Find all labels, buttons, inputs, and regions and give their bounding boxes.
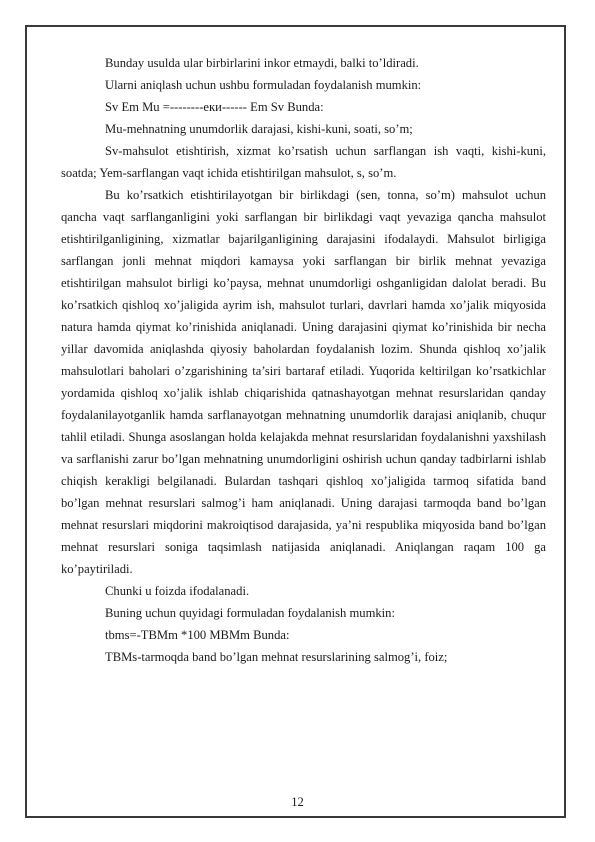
paragraph-3: Mu-mehnatning unumdorlik darajasi, kishi-kuni, soati, so’m; bbox=[105, 122, 413, 136]
paragraph-7: Buning uchun quyidagi formuladan foydalanish mumkin: bbox=[105, 606, 395, 620]
paragraph-6: Chunki u foizda ifodalanadi. bbox=[105, 584, 250, 598]
document-body bbox=[61, 52, 546, 668]
page-number: 12 bbox=[291, 795, 304, 809]
paragraph-5: Bu ko’rsatkich etishtirilayotgan bir birlikdagi (sen, tonna, so’m) mahsulot uchun qancha vaqt sarflanganligini yoki sarflangan bir birlikdagi vaqt yevaziga qancha mahsulot etishtirilganligining, xizmatlar bajarilganligining darajasini ifodalaydi. Mahsulot birligiga sarflangan jonli mehnat miqdori kamaysa yoki sarflangan bir birlik mehnat yevaziga etishtirilgan mahsulot birligi ko’paysa, mehnat unumdorligi oshganligidan dalolat beradi. Bu ko’rsatkich qishloq xo’jaligida ayrim ish, mahsulot turlari, davrlari hamda xo’jalik miqyosida natura hamda qiymat ko’rinishida aniqlanadi. Uning darajasini qiymat ko’rinishida bir necha yillar davomida aniqlashda qiyosiy baholardan foydalanish lozim. Shunda qishloq xo’jalik mahsulotlari baholari o’zgarishining ta’siri bartaraf etiladi. Yuqorida keltirilgan ko’rsatkichlar yordamida qishloq xo’jalik ishlab chiqarishida qatnashayotgan mehnat resurslaridan qanday foydalanilayotganlik hamda sarflanayotgan mehnatning unumdorlik darajasi aniqlanib, chuqur tahlil etiladi. Shunga asoslangan holda kelajakda mehnat resurslaridan foydalanishni yaxshilash va sarflanishi zarur bo’lgan mehnatning unumdorligini oshirish uchun qanday tadbirlarni ishlab chiqish kerakligi belgilanadi. Bulardan tashqari qishloq xo’jaligida tarmoq sifatida band bo’lgan mehnat resurslari salmog’i ham aniqlanadi. Uning darajasi tarmoqda band bo’lgan mehnat resurslari miqdorini makroiqtisod darajasida, ya’ni respublika miqyosida band bo’lgan mehnat resurslari soniga taqsimlash natijasida aniqlanadi. Aniqlangan raqam 100 ga ko’paytiriladi. bbox=[61, 188, 546, 576]
paragraph-4: Sv-mahsulot etishtirish, xizmat ko’rsatish uchun sarflangan ish vaqti, kishi-kuni, soatda; Yem-sarflangan vaqt ichida etishtirilgan mahsulot, s, so’m. bbox=[61, 144, 546, 180]
formula-line-2: tbms=-TBMm *100 MBMm Bunda: bbox=[105, 628, 290, 642]
paragraph-1: Bunday usulda ular birbirlarini inkor etmaydi, balki to’ldiradi. bbox=[105, 56, 419, 70]
formula-line-1: Sv Em Mu =--------еки------ Em Sv Bunda: bbox=[105, 100, 324, 114]
paragraph-2: Ularni aniqlash uchun ushbu formuladan foydalanish mumkin: bbox=[105, 78, 422, 92]
paragraph-8: TBMs-tarmoqda band bo’lgan mehnat resurslarining salmog’i, foiz; bbox=[105, 650, 448, 664]
